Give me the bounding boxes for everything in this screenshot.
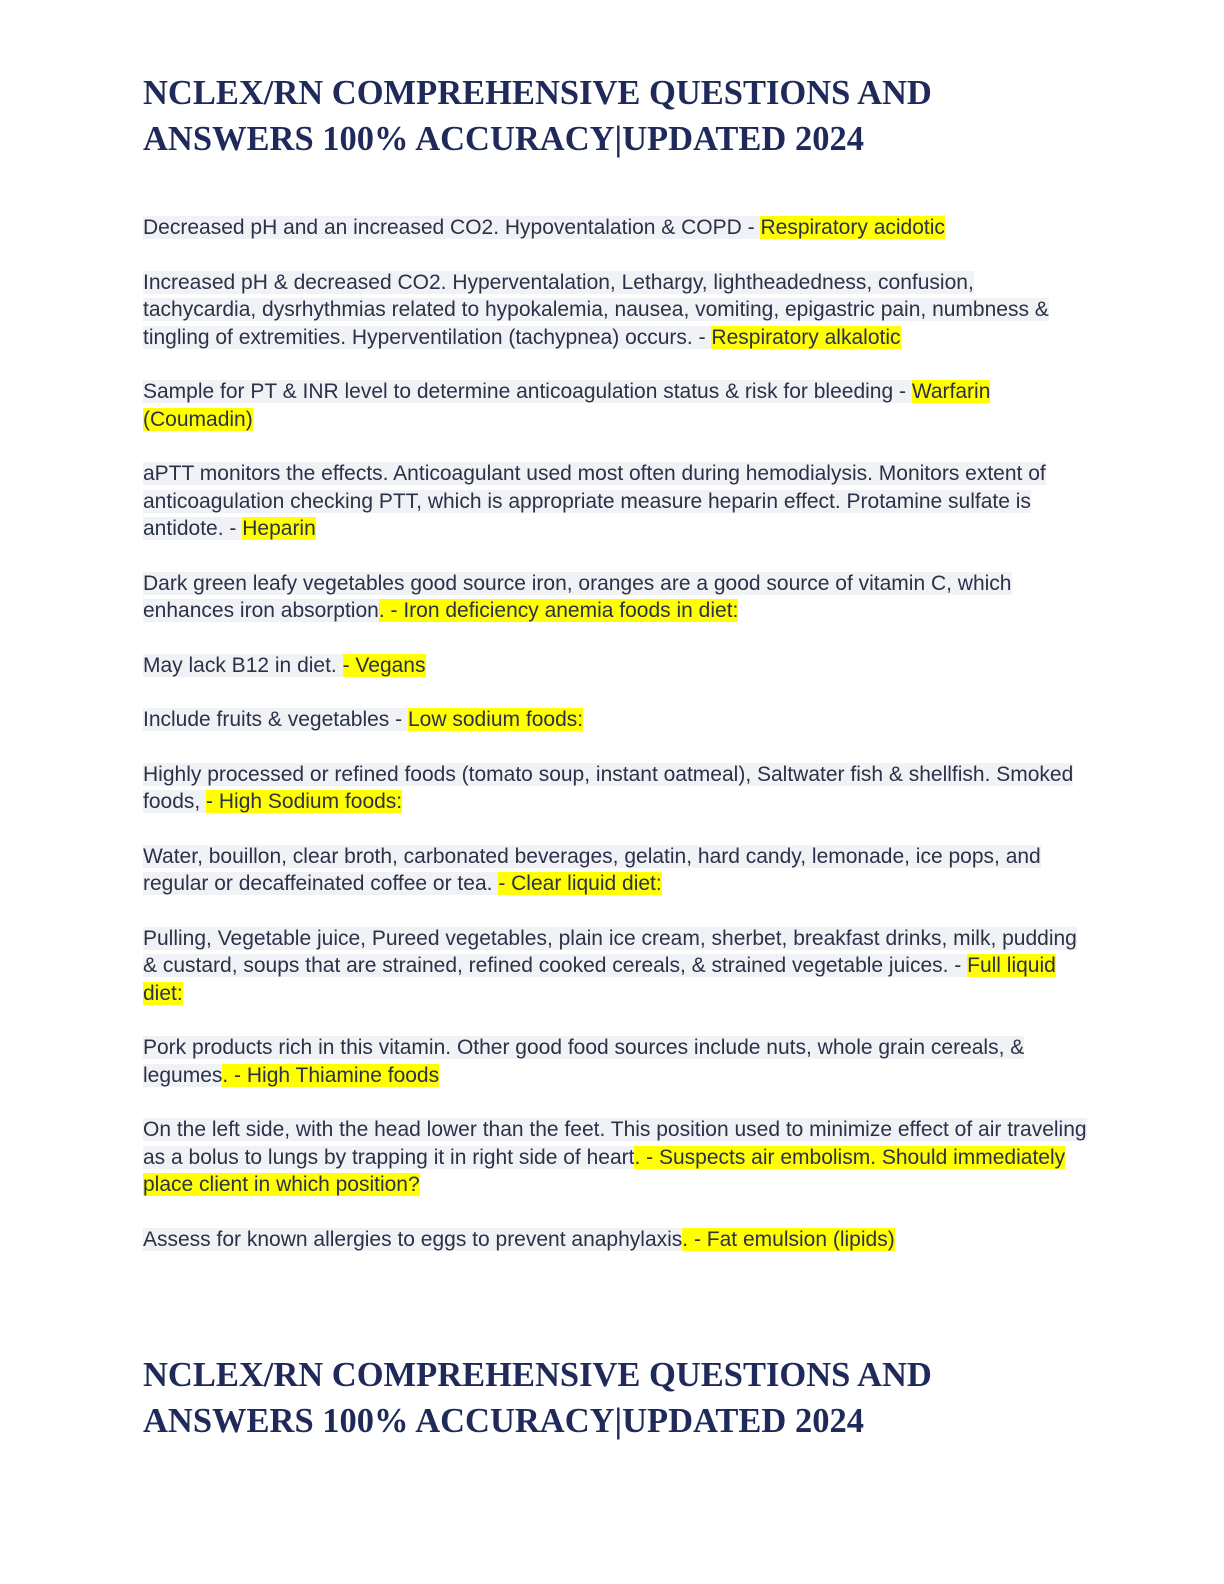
qa-item — [143, 1226, 1088, 1254]
highlighted-answer: Respiratory acidotic — [760, 216, 945, 239]
qa-item — [143, 1034, 1088, 1089]
question-text: Assess for known allergies to eggs to prevent anaphylaxis — [143, 1227, 683, 1251]
highlighted-answer: - Clear liquid diet: — [498, 872, 662, 895]
question-text: Sample for PT & INR level to determine anticoagulation status & risk for bleeding - — [143, 380, 912, 403]
question-text: On the left side, with the head lower than the feet. This position used to minimize effect of air traveling as a bolus to lungs by trapping it in right side of heart — [143, 1118, 1087, 1169]
qa-item — [143, 378, 1088, 433]
question-text: Dark green leafy vegetables good source iron, oranges are a good source of vitamin C, which enhances iron absorption — [143, 571, 1012, 622]
question-text: Decreased pH and an increased CO2. Hypoventalation & COPD - — [143, 216, 761, 239]
question-text: May lack B12 in diet. — [143, 653, 343, 677]
qa-item — [143, 761, 1088, 816]
qa-item — [143, 269, 1088, 352]
qa-item — [143, 460, 1088, 543]
qa-list — [143, 214, 1088, 1280]
question-text: Pulling, Vegetable juice, Pureed vegetables, plain ice cream, sherbet, breakfast drinks, milk, pudding & custard, soups that are strained, refined cooked cereals, & strained vegetable juices. - — [143, 926, 1077, 977]
highlighted-answer: - High Sodium foods: — [206, 790, 403, 813]
highlighted-answer: . - High Thiamine foods — [222, 1063, 440, 1087]
highlighted-answer: - Vegans — [342, 653, 426, 677]
qa-item — [143, 1116, 1088, 1199]
document-title-repeat: NCLEX/RN COMPREHENSIVE QUESTIONS AND ANSWERS 100% ACCURACY|UPDATED 2024 — [143, 1356, 932, 1440]
question-text: Highly processed or refined foods (tomato soup, instant oatmeal), Saltwater fish & shellfish. Smoked foods, — [143, 762, 1074, 813]
highlighted-answer: Heparin — [242, 517, 316, 540]
qa-item — [143, 652, 1088, 680]
question-text: Increased pH & decreased CO2. Hyperventalation, Lethargy, lightheadedness, confusion, tachycardia, dysrhythmias related to hypokalemia, nausea, vomiting, epigastric pain, numbness & tingling of extremities. Hyperventilation (tachypnea) occurs. - — [143, 270, 1049, 349]
qa-item — [143, 570, 1088, 625]
document-title: NCLEX/RN COMPREHENSIVE QUESTIONS AND ANSWERS 100% ACCURACY|UPDATED 2024 — [143, 74, 932, 158]
qa-item — [143, 214, 1088, 242]
highlighted-answer: Full liquid diet: — [143, 954, 1056, 1005]
question-text: aPTT monitors the effects. Anticoagulant used most often during hemodialysis. Monitors extent of anticoagulation checking PTT, which is appropriate measure heparin effect. Protamine sulfate is antidote. - — [143, 462, 1046, 540]
highlighted-answer: . - Suspects air embolism. Should immediately place client in which position? — [143, 1145, 1066, 1196]
qa-item — [143, 843, 1088, 898]
highlighted-answer: . - Iron deficiency anemia foods in diet: — [378, 599, 739, 622]
question-text: Water, bouillon, clear broth, carbonated beverages, gelatin, hard candy, lemonade, ice pops, and regular or decaffeinated coffee or tea. — [143, 844, 1041, 895]
qa-item — [143, 925, 1088, 1008]
question-text: Include fruits & vegetables - — [143, 708, 408, 731]
qa-item — [143, 706, 1088, 734]
question-text: Pork products rich in this vitamin. Other good food sources include nuts, whole grain cereals, & legumes — [143, 1036, 1025, 1087]
highlighted-answer: Warfarin (Coumadin) — [143, 380, 991, 431]
highlighted-answer: . - Fat emulsion (lipids) — [682, 1227, 895, 1251]
highlighted-answer: Respiratory alkalotic — [711, 325, 901, 349]
highlighted-answer: Low sodium foods: — [407, 708, 584, 731]
